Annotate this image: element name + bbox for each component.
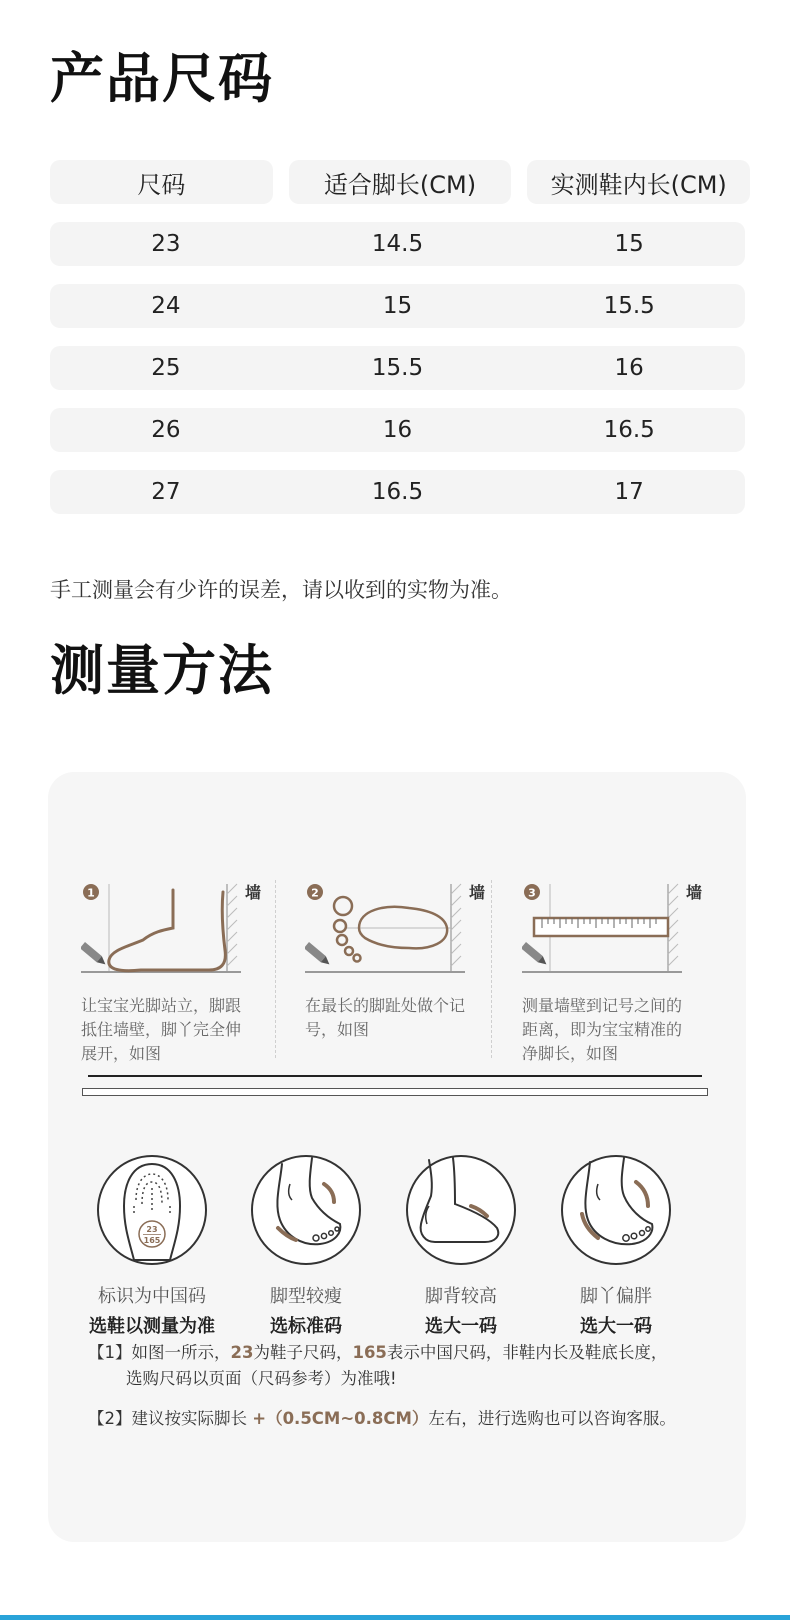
cell-size: 23 — [151, 231, 181, 257]
separator-line — [88, 1075, 702, 1077]
step-2-text: 在最长的脚趾处做个记号，如图 — [305, 996, 466, 1039]
insole-cn-number: 165 — [143, 1236, 161, 1245]
cell-inner-length: 16.5 — [603, 417, 655, 443]
cell-inner-length: 15 — [614, 231, 644, 257]
method-section-title: 测量方法 — [50, 639, 274, 702]
wall-hatch-icon — [227, 884, 237, 966]
insole-icon — [96, 1154, 208, 1266]
separator-bar — [82, 1088, 708, 1096]
tip-2-highlight: +（0.5CM~0.8CM） — [252, 1409, 429, 1428]
wall-hatch-icon — [451, 884, 461, 966]
header-size: 尺码 — [50, 160, 273, 204]
wall-label: 墙 — [685, 883, 703, 902]
cell-size: 24 — [151, 293, 181, 319]
size-table — [50, 160, 750, 514]
step-3-text: 测量墙壁到记号之间的距离，即为宝宝精准的净脚长，如图 — [522, 996, 683, 1063]
cell-foot-length: 16 — [382, 417, 413, 443]
tip-1-size-number: 23 — [230, 1343, 254, 1362]
foot-type-slim — [236, 1154, 376, 1338]
wall-label: 墙 — [468, 883, 486, 902]
table-row — [50, 408, 745, 452]
tip-2-suffix: 左右，进行选购也可以咨询客服。 — [428, 1409, 676, 1428]
insole-size-number: 23 — [146, 1225, 158, 1234]
wide-foot-icon — [560, 1154, 672, 1266]
size-section-title: 产品尺码 — [50, 47, 274, 110]
method-card — [48, 772, 746, 1542]
table-row — [50, 284, 745, 328]
foot-type-advice: 选大一码 — [425, 1316, 497, 1337]
step-number: 2 — [311, 886, 319, 900]
header-inner-length: 实测鞋内长(CM) — [527, 160, 750, 204]
cell-inner-length: 16 — [614, 355, 644, 381]
foot-type-wide — [546, 1154, 686, 1338]
foot-type-advice: 选鞋以测量为准 — [89, 1316, 215, 1337]
cell-inner-length: 15.5 — [603, 293, 655, 319]
foot-type-advice: 选大一码 — [580, 1316, 652, 1337]
table-row — [50, 222, 745, 266]
step-number: 3 — [528, 886, 536, 900]
foot-type-advice: 选标准码 — [270, 1316, 342, 1337]
cell-foot-length: 15 — [382, 293, 413, 319]
step-2-illustration — [305, 880, 495, 980]
wall-hatch-icon — [668, 884, 678, 966]
tip-2-prefix: 【2】建议按实际脚长 — [88, 1409, 253, 1428]
bottom-accent-bar — [0, 1615, 790, 1620]
foot-type-label: 脚背较高 — [425, 1286, 497, 1307]
wall-label: 墙 — [244, 883, 262, 902]
pencil-icon — [81, 942, 108, 967]
step-3-illustration — [522, 880, 712, 980]
header-foot-length: 适合脚长(CM) — [289, 160, 512, 204]
step-number: 1 — [87, 886, 95, 900]
foot-type-label: 脚丫偏胖 — [580, 1286, 652, 1307]
step-divider — [491, 880, 492, 1058]
table-row — [50, 470, 745, 514]
cell-foot-length: 15.5 — [371, 355, 424, 381]
step-divider — [275, 880, 276, 1058]
tip-1-prefix: 【1】如图一所示， — [88, 1343, 231, 1362]
step-2 — [305, 880, 505, 1042]
tip-1 — [88, 1340, 667, 1392]
tip-1-line2: 选购尺码以页面（尺码参考）为准哦! — [126, 1369, 397, 1388]
tip-2 — [88, 1406, 676, 1432]
pencil-icon — [305, 942, 332, 967]
tip-1-cn-number: 165 — [352, 1343, 387, 1362]
measurement-note: 手工测量会有少许的误差，请以收到的实物为准。 — [50, 578, 512, 602]
tip-1-mid1: 为鞋子尺码， — [253, 1343, 353, 1362]
tip-1-mid2: 表示中国尺码，非鞋内长及鞋底长度， — [386, 1343, 668, 1362]
table-row — [50, 346, 745, 390]
foot-side-icon — [109, 890, 226, 971]
cell-foot-length: 16.5 — [371, 479, 424, 505]
step-1 — [81, 880, 281, 1066]
step-1-illustration — [81, 880, 271, 980]
cell-foot-length: 14.5 — [371, 231, 424, 257]
pencil-icon — [522, 942, 549, 967]
foot-type-high-instep — [391, 1154, 531, 1338]
high-instep-icon — [405, 1154, 517, 1266]
size-table-header — [50, 160, 750, 204]
cell-size: 27 — [151, 479, 181, 505]
cell-inner-length: 17 — [614, 479, 644, 505]
step-3 — [522, 880, 722, 1066]
foot-top-icon — [334, 897, 447, 962]
foot-type-label: 标识为中国码 — [98, 1286, 206, 1307]
step-1-text: 让宝宝光脚站立，脚跟抵住墙壁，脚丫完全伸展开，如图 — [81, 996, 242, 1063]
ruler-icon — [534, 918, 668, 936]
foot-type-cn-size — [82, 1154, 222, 1338]
foot-type-label: 脚型较瘦 — [270, 1286, 342, 1307]
cell-size: 25 — [151, 355, 181, 381]
slim-foot-icon — [250, 1154, 362, 1266]
cell-size: 26 — [151, 417, 181, 443]
